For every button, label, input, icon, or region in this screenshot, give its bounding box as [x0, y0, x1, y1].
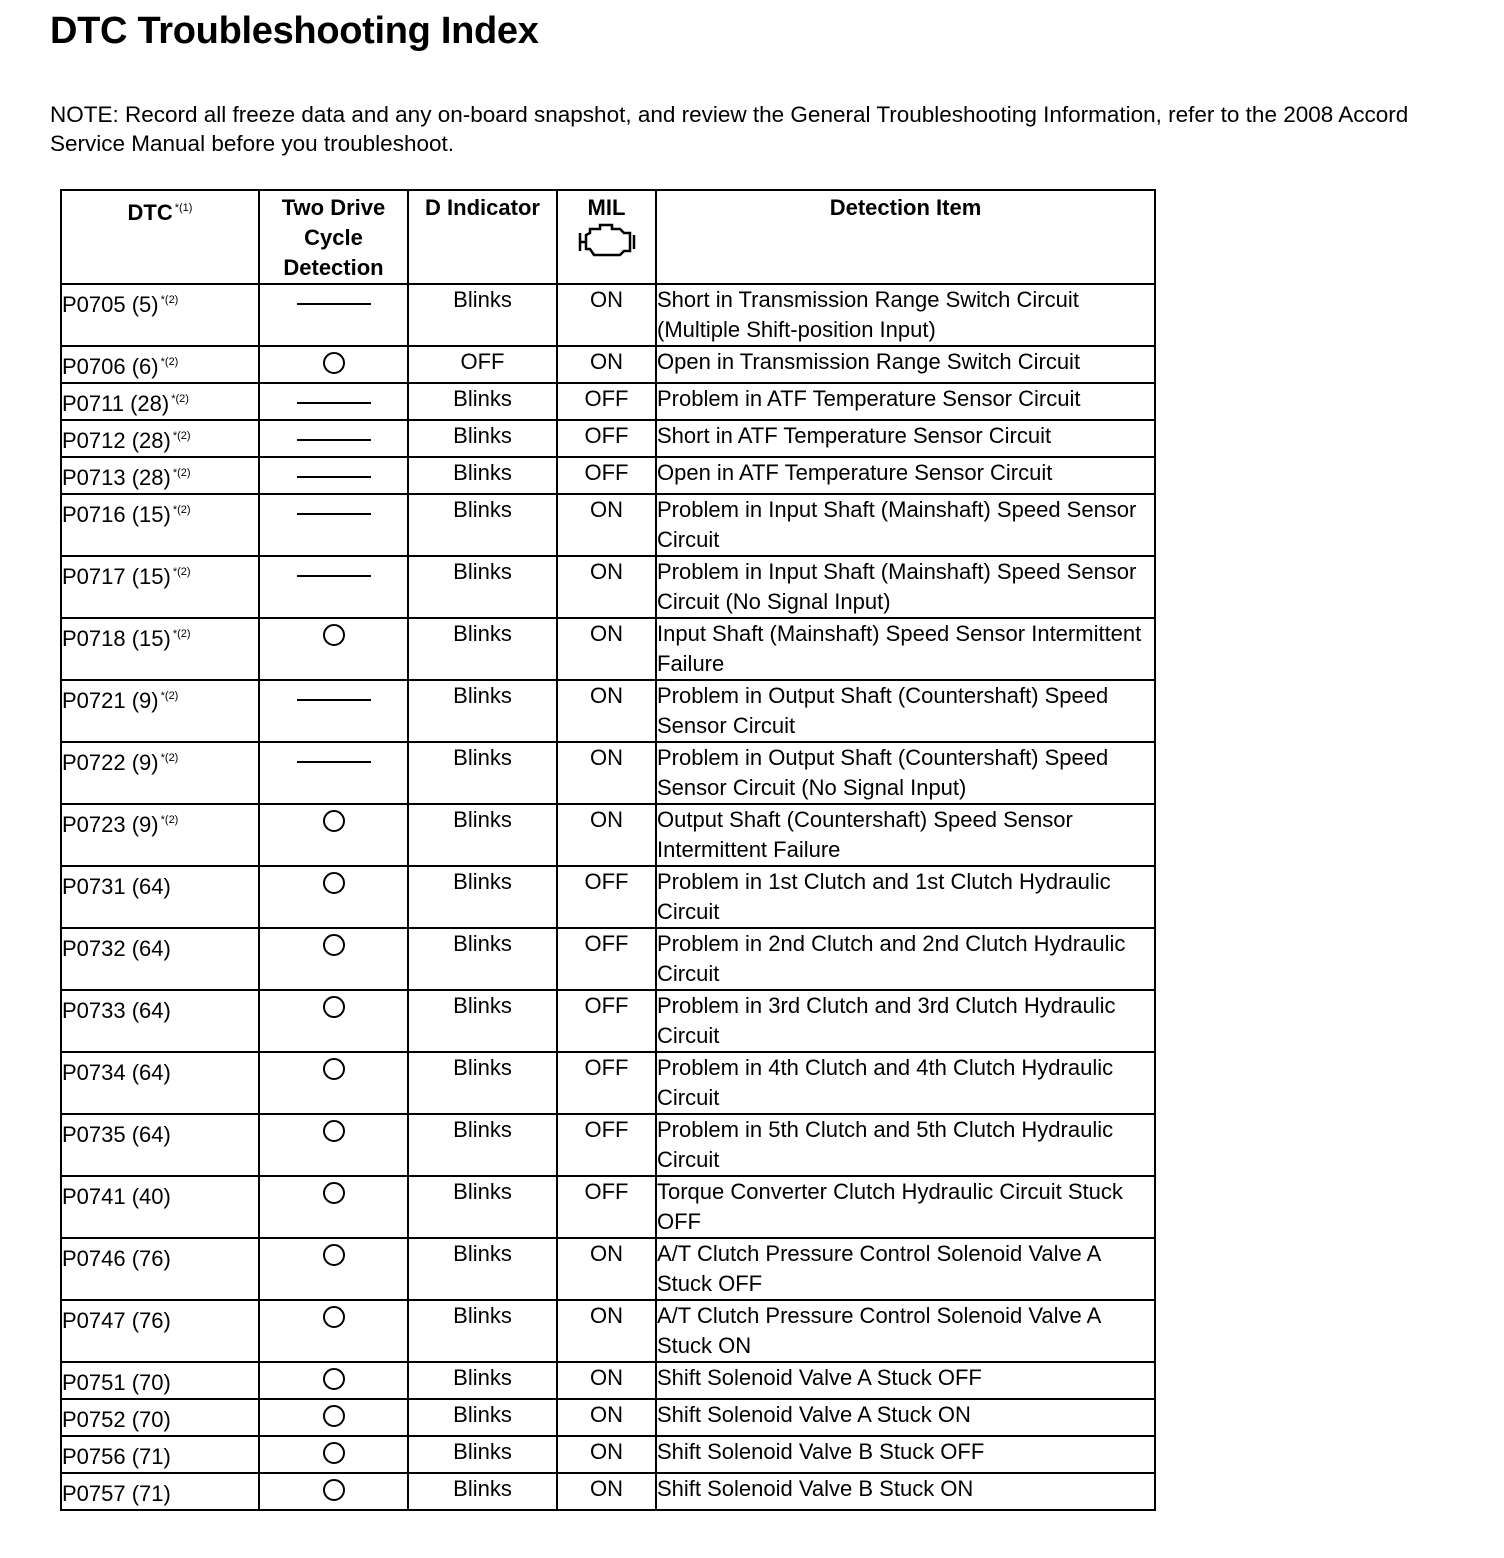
- mil-cell: ON: [557, 494, 656, 556]
- mil-cell: ON: [557, 1300, 656, 1362]
- mil-cell: ON: [557, 1399, 656, 1436]
- dtc-code-cell: [61, 680, 259, 742]
- d-indicator-cell: Blinks: [408, 680, 557, 742]
- detection-item-cell: Shift Solenoid Valve A Stuck OFF: [656, 1362, 1155, 1399]
- dtc-code: P0746 (76): [62, 1246, 171, 1271]
- dtc-code-cell: [61, 346, 259, 383]
- d-indicator-cell: Blinks: [408, 804, 557, 866]
- mil-cell: OFF: [557, 1114, 656, 1176]
- mil-cell: OFF: [557, 457, 656, 494]
- detection-item-cell: Shift Solenoid Valve B Stuck OFF: [656, 1436, 1155, 1473]
- two-drive-cycle-cell: [259, 680, 408, 742]
- note-text: NOTE: Record all freeze data and any on-board snapshot, and review the General Troubleshooting Information, refer to the 2008 Accord Service Manual before you troubleshoot.: [50, 102, 1409, 156]
- two-drive-cycle-cell: [259, 990, 408, 1052]
- dtc-code: P0716 (15): [62, 502, 171, 527]
- table-row: [61, 383, 1155, 420]
- d-indicator-cell: Blinks: [408, 742, 557, 804]
- d-indicator-cell: Blinks: [408, 928, 557, 990]
- two-drive-cycle-cell: [259, 1238, 408, 1300]
- table-row: [61, 1473, 1155, 1510]
- circle-mark-icon: [323, 1306, 345, 1328]
- dtc-code-cell: [61, 1399, 259, 1436]
- dtc-code: P0732 (64): [62, 936, 171, 961]
- detection-item-cell: Short in Transmission Range Switch Circuit (Multiple Shift-position Input): [656, 284, 1155, 346]
- mil-cell: ON: [557, 284, 656, 346]
- table-row: [61, 742, 1155, 804]
- dash-mark-icon: [297, 439, 371, 441]
- two-drive-cycle-cell: [259, 556, 408, 618]
- table-row: [61, 1238, 1155, 1300]
- dtc-code: P0751 (70): [62, 1370, 171, 1395]
- dtc-code-footnote: *(2): [172, 467, 191, 479]
- dash-mark-icon: [297, 476, 371, 478]
- detection-item-cell: Open in ATF Temperature Sensor Circuit: [656, 457, 1155, 494]
- dtc-code: P0752 (70): [62, 1407, 171, 1432]
- dtc-code-footnote: *(2): [172, 628, 191, 640]
- detection-item-cell: Shift Solenoid Valve A Stuck ON: [656, 1399, 1155, 1436]
- dtc-code-cell: [61, 1238, 259, 1300]
- d-indicator-cell: Blinks: [408, 866, 557, 928]
- d-indicator-cell: OFF: [408, 346, 557, 383]
- d-indicator-cell: Blinks: [408, 556, 557, 618]
- dtc-code-cell: [61, 804, 259, 866]
- dtc-column-header: DTC $^{*(1)}$: [61, 190, 259, 284]
- d-indicator-cell: Blinks: [408, 1114, 557, 1176]
- dash-mark-icon: [297, 761, 371, 763]
- two-drive-cycle-cell: [259, 1114, 408, 1176]
- mil-cell: ON: [557, 1362, 656, 1399]
- circle-mark-icon: [323, 1058, 345, 1080]
- d-indicator-cell: Blinks: [408, 1300, 557, 1362]
- detection-item-cell: Problem in Input Shaft (Mainshaft) Speed Sensor Circuit (No Signal Input): [656, 556, 1155, 618]
- two-drive-cycle-cell: [259, 346, 408, 383]
- circle-mark-icon: [323, 352, 345, 374]
- dtc-code: P0731 (64): [62, 874, 171, 899]
- two-drive-cycle-cell: [259, 1300, 408, 1362]
- mil-cell: ON: [557, 742, 656, 804]
- dtc-code: P0717 (15): [62, 564, 171, 589]
- dash-mark-icon: [297, 513, 371, 515]
- two-drive-cycle-cell: [259, 804, 408, 866]
- dash-mark-icon: [297, 575, 371, 577]
- dtc-code-footnote: *(2): [171, 393, 189, 405]
- detection-item-cell: Torque Converter Clutch Hydraulic Circuit Stuck OFF: [656, 1176, 1155, 1238]
- dtc-footnote: *(1): [174, 202, 193, 214]
- table-row: [61, 1300, 1155, 1362]
- d-indicator-cell: Blinks: [408, 494, 557, 556]
- two-drive-cycle-cell: [259, 1436, 408, 1473]
- dtc-code-cell: [61, 742, 259, 804]
- dash-mark-icon: [297, 303, 371, 305]
- d-indicator-cell: Blinks: [408, 1176, 557, 1238]
- dtc-code-footnote: *(2): [172, 566, 191, 578]
- dtc-code: P0705 (5): [62, 292, 159, 317]
- two-drive-cycle-cell: [259, 866, 408, 928]
- mil-cell: OFF: [557, 866, 656, 928]
- two-drive-cycle-cell: [259, 420, 408, 457]
- dtc-code: P0733 (64): [62, 998, 171, 1023]
- detection-item-column-header: Detection Item: [656, 190, 1155, 284]
- mil-cell: ON: [557, 346, 656, 383]
- two-drive-cycle-cell: [259, 1473, 408, 1510]
- table-row: [61, 457, 1155, 494]
- d-indicator-cell: Blinks: [408, 1362, 557, 1399]
- dtc-code-cell: [61, 618, 259, 680]
- circle-mark-icon: [323, 810, 345, 832]
- circle-mark-icon: [323, 872, 345, 894]
- mil-cell: ON: [557, 1436, 656, 1473]
- detection-item-cell: Problem in 3rd Clutch and 3rd Clutch Hydraulic Circuit: [656, 990, 1155, 1052]
- dtc-code-cell: [61, 383, 259, 420]
- mil-cell: ON: [557, 556, 656, 618]
- dtc-table: [60, 189, 1156, 1511]
- dtc-code: P0734 (64): [62, 1060, 171, 1085]
- table-row: [61, 1052, 1155, 1114]
- dtc-code: P0706 (6): [62, 354, 159, 379]
- circle-mark-icon: [323, 1120, 345, 1142]
- detection-item-cell: Problem in Input Shaft (Mainshaft) Speed Sensor Circuit: [656, 494, 1155, 556]
- table-row: [61, 420, 1155, 457]
- table-row: [61, 680, 1155, 742]
- two-drive-cycle-cell: [259, 1362, 408, 1399]
- table-row: [61, 1176, 1155, 1238]
- dtc-code-cell: [61, 494, 259, 556]
- dash-mark-icon: [297, 699, 371, 701]
- mil-column-header: [557, 190, 656, 284]
- mil-cell: OFF: [557, 1176, 656, 1238]
- table-row: [61, 1399, 1155, 1436]
- dtc-code-cell: [61, 1473, 259, 1510]
- dtc-code-footnote: *(2): [172, 504, 191, 516]
- two-drive-cycle-cell: [259, 1399, 408, 1436]
- dtc-code-cell: [61, 928, 259, 990]
- two-drive-cycle-cell: [259, 1052, 408, 1114]
- table-row: [61, 1362, 1155, 1399]
- dtc-code-cell: [61, 1436, 259, 1473]
- d-indicator-cell: Blinks: [408, 383, 557, 420]
- detection-item-cell: Open in Transmission Range Switch Circuit: [656, 346, 1155, 383]
- two-drive-cycle-cell: [259, 618, 408, 680]
- mil-cell: ON: [557, 680, 656, 742]
- circle-mark-icon: [323, 1368, 345, 1390]
- two-drive-cycle-cell: [259, 284, 408, 346]
- dtc-code: P0711 (28): [62, 391, 170, 416]
- dtc-code-cell: [61, 556, 259, 618]
- table-row: [61, 990, 1155, 1052]
- detection-item-cell: Problem in 4th Clutch and 4th Clutch Hydraulic Circuit: [656, 1052, 1155, 1114]
- dtc-code: P0756 (71): [62, 1444, 171, 1469]
- dtc-code: P0757 (71): [62, 1481, 171, 1506]
- d-indicator-cell: Blinks: [408, 1473, 557, 1510]
- dtc-code: P0735 (64): [62, 1122, 171, 1147]
- d-indicator-cell: Blinks: [408, 284, 557, 346]
- d-indicator-cell: Blinks: [408, 1399, 557, 1436]
- dtc-code: P0718 (15): [62, 626, 171, 651]
- table-row: [61, 928, 1155, 990]
- detection-item-cell: A/T Clutch Pressure Control Solenoid Valve A Stuck ON: [656, 1300, 1155, 1362]
- d-indicator-cell: Blinks: [408, 990, 557, 1052]
- detection-item-cell: Problem in 1st Clutch and 1st Clutch Hydraulic Circuit: [656, 866, 1155, 928]
- table-row: [61, 1114, 1155, 1176]
- two-drive-cycle-cell: [259, 494, 408, 556]
- dtc-code-cell: [61, 1114, 259, 1176]
- table-row: [61, 346, 1155, 383]
- page-title: DTC Troubleshooting Index: [50, 10, 539, 52]
- dtc-code: P0723 (9): [62, 812, 159, 837]
- dtc-code-footnote: *(2): [160, 294, 179, 306]
- mil-cell: OFF: [557, 383, 656, 420]
- detection-item-cell: Problem in 5th Clutch and 5th Clutch Hydraulic Circuit: [656, 1114, 1155, 1176]
- two-drive-cycle-cell: [259, 1176, 408, 1238]
- circle-mark-icon: [323, 934, 345, 956]
- mil-cell: OFF: [557, 420, 656, 457]
- dtc-code-cell: [61, 420, 259, 457]
- dtc-code-footnote: *(2): [160, 690, 179, 702]
- dtc-code-cell: [61, 866, 259, 928]
- dtc-code-footnote: *(2): [172, 430, 191, 442]
- detection-item-cell: A/T Clutch Pressure Control Solenoid Valve A Stuck OFF: [656, 1238, 1155, 1300]
- table-row: [61, 804, 1155, 866]
- detection-item-cell: Output Shaft (Countershaft) Speed Sensor Intermittent Failure: [656, 804, 1155, 866]
- table-row: [61, 556, 1155, 618]
- dtc-code: P0721 (9): [62, 688, 159, 713]
- dtc-code-cell: [61, 1362, 259, 1399]
- circle-mark-icon: [323, 1244, 345, 1266]
- detection-item-cell: Problem in Output Shaft (Countershaft) Speed Sensor Circuit: [656, 680, 1155, 742]
- dtc-code-cell: [61, 284, 259, 346]
- mil-cell: ON: [557, 618, 656, 680]
- two-drive-cycle-cell: [259, 928, 408, 990]
- d-indicator-cell: Blinks: [408, 618, 557, 680]
- two-drive-cycle-cell: [259, 457, 408, 494]
- detection-item-cell: Problem in Output Shaft (Countershaft) Speed Sensor Circuit (No Signal Input): [656, 742, 1155, 804]
- dtc-code: P0722 (9): [62, 750, 159, 775]
- d-indicator-cell: Blinks: [408, 1052, 557, 1114]
- circle-mark-icon: [323, 1405, 345, 1427]
- mil-cell: OFF: [557, 990, 656, 1052]
- table-row: [61, 494, 1155, 556]
- two-drive-cycle-column-header: Two Drive Cycle Detection: [259, 190, 408, 284]
- d-indicator-column-header: D Indicator: [408, 190, 557, 284]
- d-indicator-cell: Blinks: [408, 1238, 557, 1300]
- mil-cell: OFF: [557, 1052, 656, 1114]
- dtc-code-footnote: *(2): [160, 356, 179, 368]
- dtc-code: P0747 (76): [62, 1308, 171, 1333]
- table-row: [61, 866, 1155, 928]
- check-engine-icon: [576, 223, 638, 257]
- dtc-code: P0712 (28): [62, 428, 171, 453]
- detection-item-cell: Problem in ATF Temperature Sensor Circuit: [656, 383, 1155, 420]
- detection-item-cell: Input Shaft (Mainshaft) Speed Sensor Intermittent Failure: [656, 618, 1155, 680]
- dtc-code-footnote: *(2): [160, 752, 179, 764]
- circle-mark-icon: [323, 1479, 345, 1501]
- mil-cell: ON: [557, 1473, 656, 1510]
- table-row: [61, 618, 1155, 680]
- table-row: [61, 284, 1155, 346]
- dtc-code-footnote: *(2): [160, 814, 179, 826]
- two-drive-cycle-cell: [259, 742, 408, 804]
- circle-mark-icon: [323, 1182, 345, 1204]
- table-header-row: [61, 190, 1155, 284]
- d-indicator-cell: Blinks: [408, 420, 557, 457]
- circle-mark-icon: [323, 996, 345, 1018]
- mil-cell: ON: [557, 804, 656, 866]
- dtc-code-cell: [61, 457, 259, 494]
- two-drive-cycle-cell: [259, 383, 408, 420]
- d-indicator-cell: Blinks: [408, 457, 557, 494]
- detection-item-cell: Short in ATF Temperature Sensor Circuit: [656, 420, 1155, 457]
- mil-label: MIL: [587, 195, 626, 220]
- detection-item-cell: Problem in 2nd Clutch and 2nd Clutch Hydraulic Circuit: [656, 928, 1155, 990]
- circle-mark-icon: [323, 624, 345, 646]
- dtc-code: P0713 (28): [62, 465, 171, 490]
- mil-cell: ON: [557, 1238, 656, 1300]
- d-indicator-cell: Blinks: [408, 1436, 557, 1473]
- dtc-code-cell: [61, 1052, 259, 1114]
- detection-item-cell: Shift Solenoid Valve B Stuck ON: [656, 1473, 1155, 1510]
- dtc-code-cell: [61, 1176, 259, 1238]
- table-row: [61, 1436, 1155, 1473]
- dtc-code: P0741 (40): [62, 1184, 171, 1209]
- dtc-code-cell: [61, 990, 259, 1052]
- circle-mark-icon: [323, 1442, 345, 1464]
- dtc-code-cell: [61, 1300, 259, 1362]
- dash-mark-icon: [297, 402, 371, 404]
- mil-cell: OFF: [557, 928, 656, 990]
